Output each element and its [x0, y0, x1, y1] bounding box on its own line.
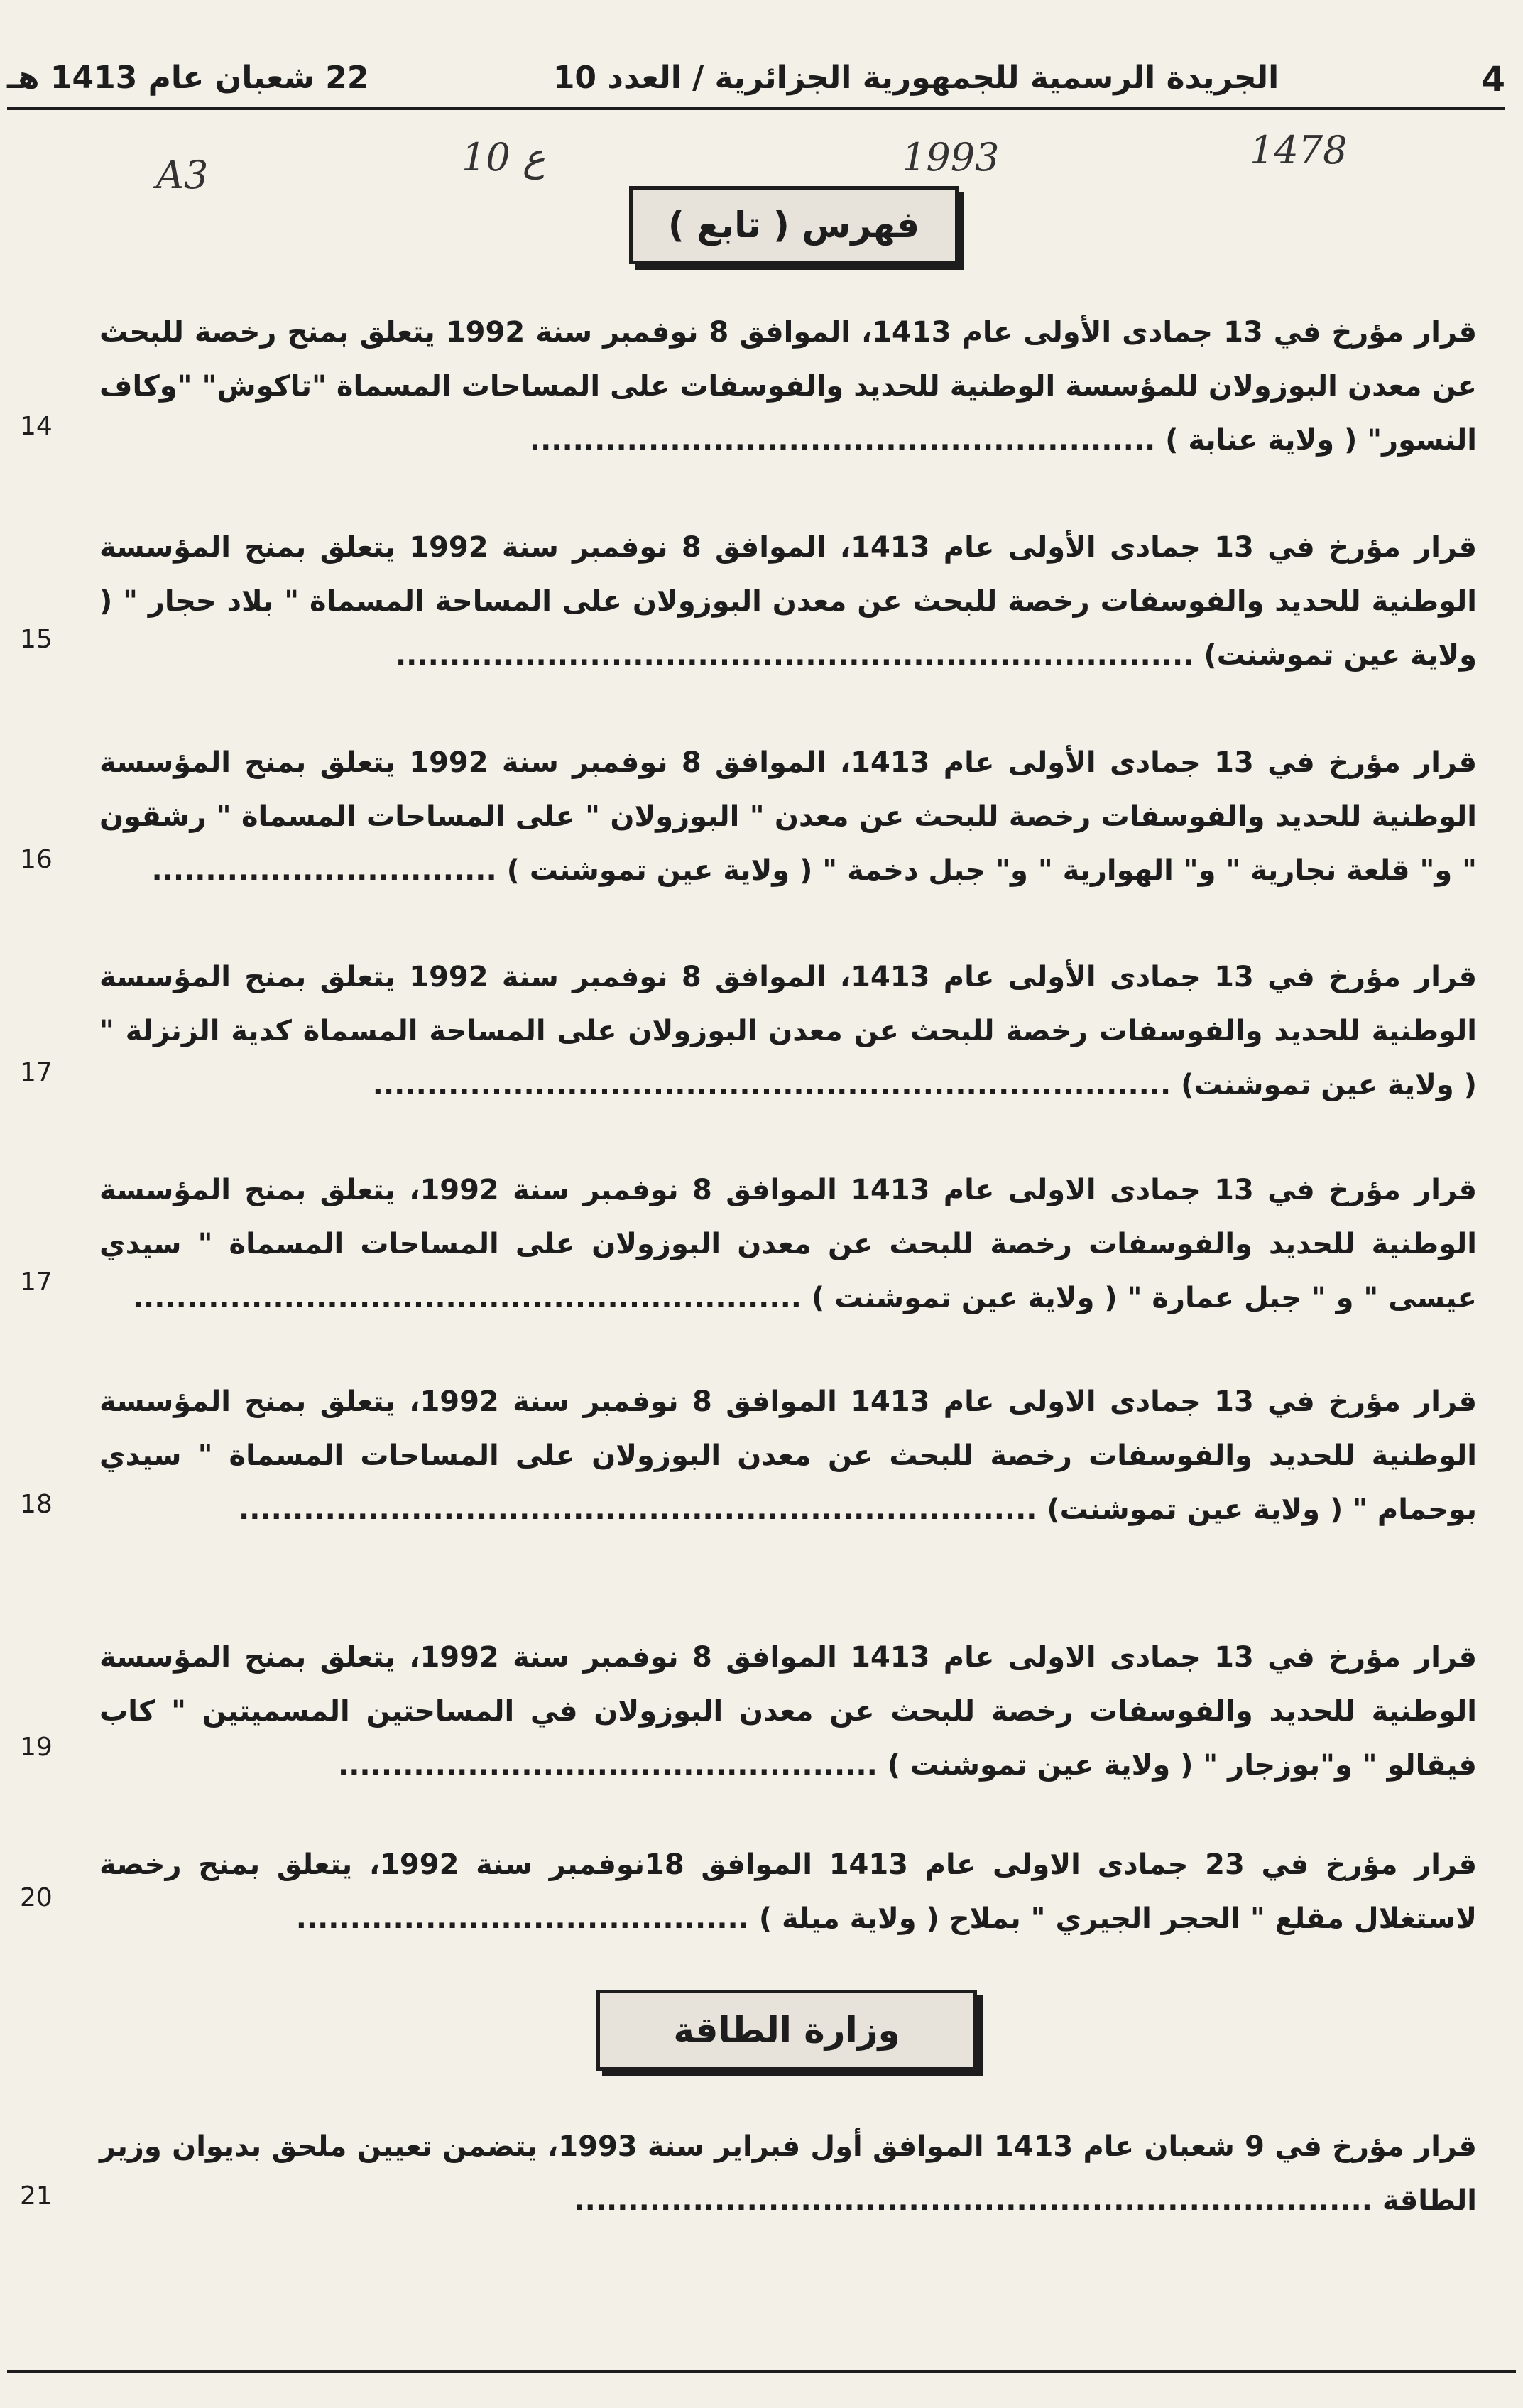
entry-page-number: 18: [20, 1490, 53, 1519]
index-heading: فهرس ( تابع ): [629, 186, 959, 264]
index-entry: [99, 305, 1477, 467]
index-entry: [99, 2120, 1477, 2228]
entry-text: قرار مؤرخ في 13 جمادى الأولى عام 1413، الموافق 8 نوفمبر سنة 1992 يتعلق بمنح المؤسسة الوطنية للحديد والفوسفات رخصة للبحث عن معدن البوزولان على المساحة المسماة " بلاد حجار " ( ولاية عين تموشنت) ..........................................................................: [99, 531, 1478, 672]
handwritten-note: 1993: [902, 135, 1000, 180]
index-entry: [99, 1375, 1477, 1537]
entry-page-number: 20: [20, 1883, 53, 1912]
entry-text: قرار مؤرخ في 9 شعبان عام 1413 الموافق أول فبراير سنة 1993، يتضمن تعيين ملحق بديوان وزير الطاقة ..........................................................................: [99, 2130, 1477, 2217]
index-entry: [99, 1838, 1477, 1946]
entry-text: قرار مؤرخ في 13 جمادى الأولى عام 1413، الموافق 8 نوفمبر سنة 1992 يتعلق بمنح رخصة للبحث عن معدن البوزولان للمؤسسة الوطنية للحديد والفوسفات على المساحات المسماة "تاكوش" "وكاف النسور" ( ولاية عنابة ) ..........................................................: [99, 316, 1478, 457]
entry-text: قرار مؤرخ في 13 جمادى الاولى عام 1413 الموافق 8 نوفمبر سنة 1992، يتعلق بمنح المؤسسة الوطنية للحديد والفوسفات رخصة للبحث عن معدن البوزولان على المساحات المسماة " سيدي عيسى " و " جبل عمارة " ( ولاية عين تموشنت ) ..............................................................: [99, 1174, 1478, 1314]
page-number: 4: [1481, 60, 1505, 99]
entry-page-number: 16: [20, 845, 53, 874]
handwritten-note: 1478: [1250, 128, 1348, 173]
entry-text: قرار مؤرخ في 13 جمادى الاولى عام 1413 الموافق 8 نوفمبر سنة 1992، يتعلق بمنح المؤسسة الوطنية للحديد والفوسفات رخصة للبحث عن معدن البوزولان على المساحات المسماة " سيدي بوحمام " ( ولاية عين تموشنت) ..........................................................................: [99, 1385, 1478, 1526]
handwritten-note: A3: [156, 153, 209, 197]
journal-title: الجريدة الرسمية للجمهورية الجزائرية / العدد 10: [552, 60, 1279, 96]
index-entry: [99, 1630, 1477, 1792]
page-header: [7, 50, 1505, 110]
handwritten-note: 10 ع: [462, 135, 546, 180]
entry-page-number: 19: [20, 1733, 53, 1762]
index-entry: [99, 1163, 1477, 1325]
entry-text: قرار مؤرخ في 23 جمادى الاولى عام 1413 الموافق 18نوفمبر سنة 1992، يتعلق بمنح رخصة لاستغلال مقلع " الحجر الجيري " بملاح ( ولاية ميلة ) ..........................................: [99, 1848, 1478, 1935]
bottom-rule: [7, 2370, 1516, 2373]
index-entry: [99, 736, 1477, 898]
entry-page-number: 15: [20, 625, 53, 654]
index-entry: [99, 521, 1477, 682]
index-entry: [99, 950, 1477, 1112]
entry-page-number: 17: [20, 1058, 53, 1087]
entry-text: قرار مؤرخ في 13 جمادى الأولى عام 1413، الموافق 8 نوفمبر سنة 1992 يتعلق بمنح المؤسسة الوطنية للحديد والفوسفات رخصة للبحث عن معدن " البوزولان " على المساحات المسماة " رشقون " و" قلعة نجارية " و" الهوارية " و" جبل دخمة " ( ولاية عين تموشنت ) ................................: [99, 746, 1478, 887]
entry-page-number: 21: [20, 2181, 53, 2211]
entry-page-number: 14: [20, 412, 53, 441]
entry-text: قرار مؤرخ في 13 جمادى الاولى عام 1413 الموافق 8 نوفمبر سنة 1992، يتعلق بمنح المؤسسة الوطنية للحديد والفوسفات رخصة للبحث عن معدن البوزولان في المساحتين المسميتين " كاب فيقالو " و"بوزجار " ( ولاية عين تموشنت ) ..................................................: [99, 1641, 1478, 1782]
entry-text: قرار مؤرخ في 13 جمادى الأولى عام 1413، الموافق 8 نوفمبر سنة 1992 يتعلق بمنح المؤسسة الوطنية للحديد والفوسفات رخصة للبحث عن معدن البوزولان على المساحة المسماة كدية الزنزلة " ( ولاية عين تموشنت) ..........................................................................: [99, 961, 1478, 1101]
header-date: 22 شعبان عام 1413 هـ: [7, 60, 369, 96]
entry-page-number: 17: [20, 1268, 53, 1297]
ministry-heading: وزارة الطاقة: [596, 1990, 977, 2071]
